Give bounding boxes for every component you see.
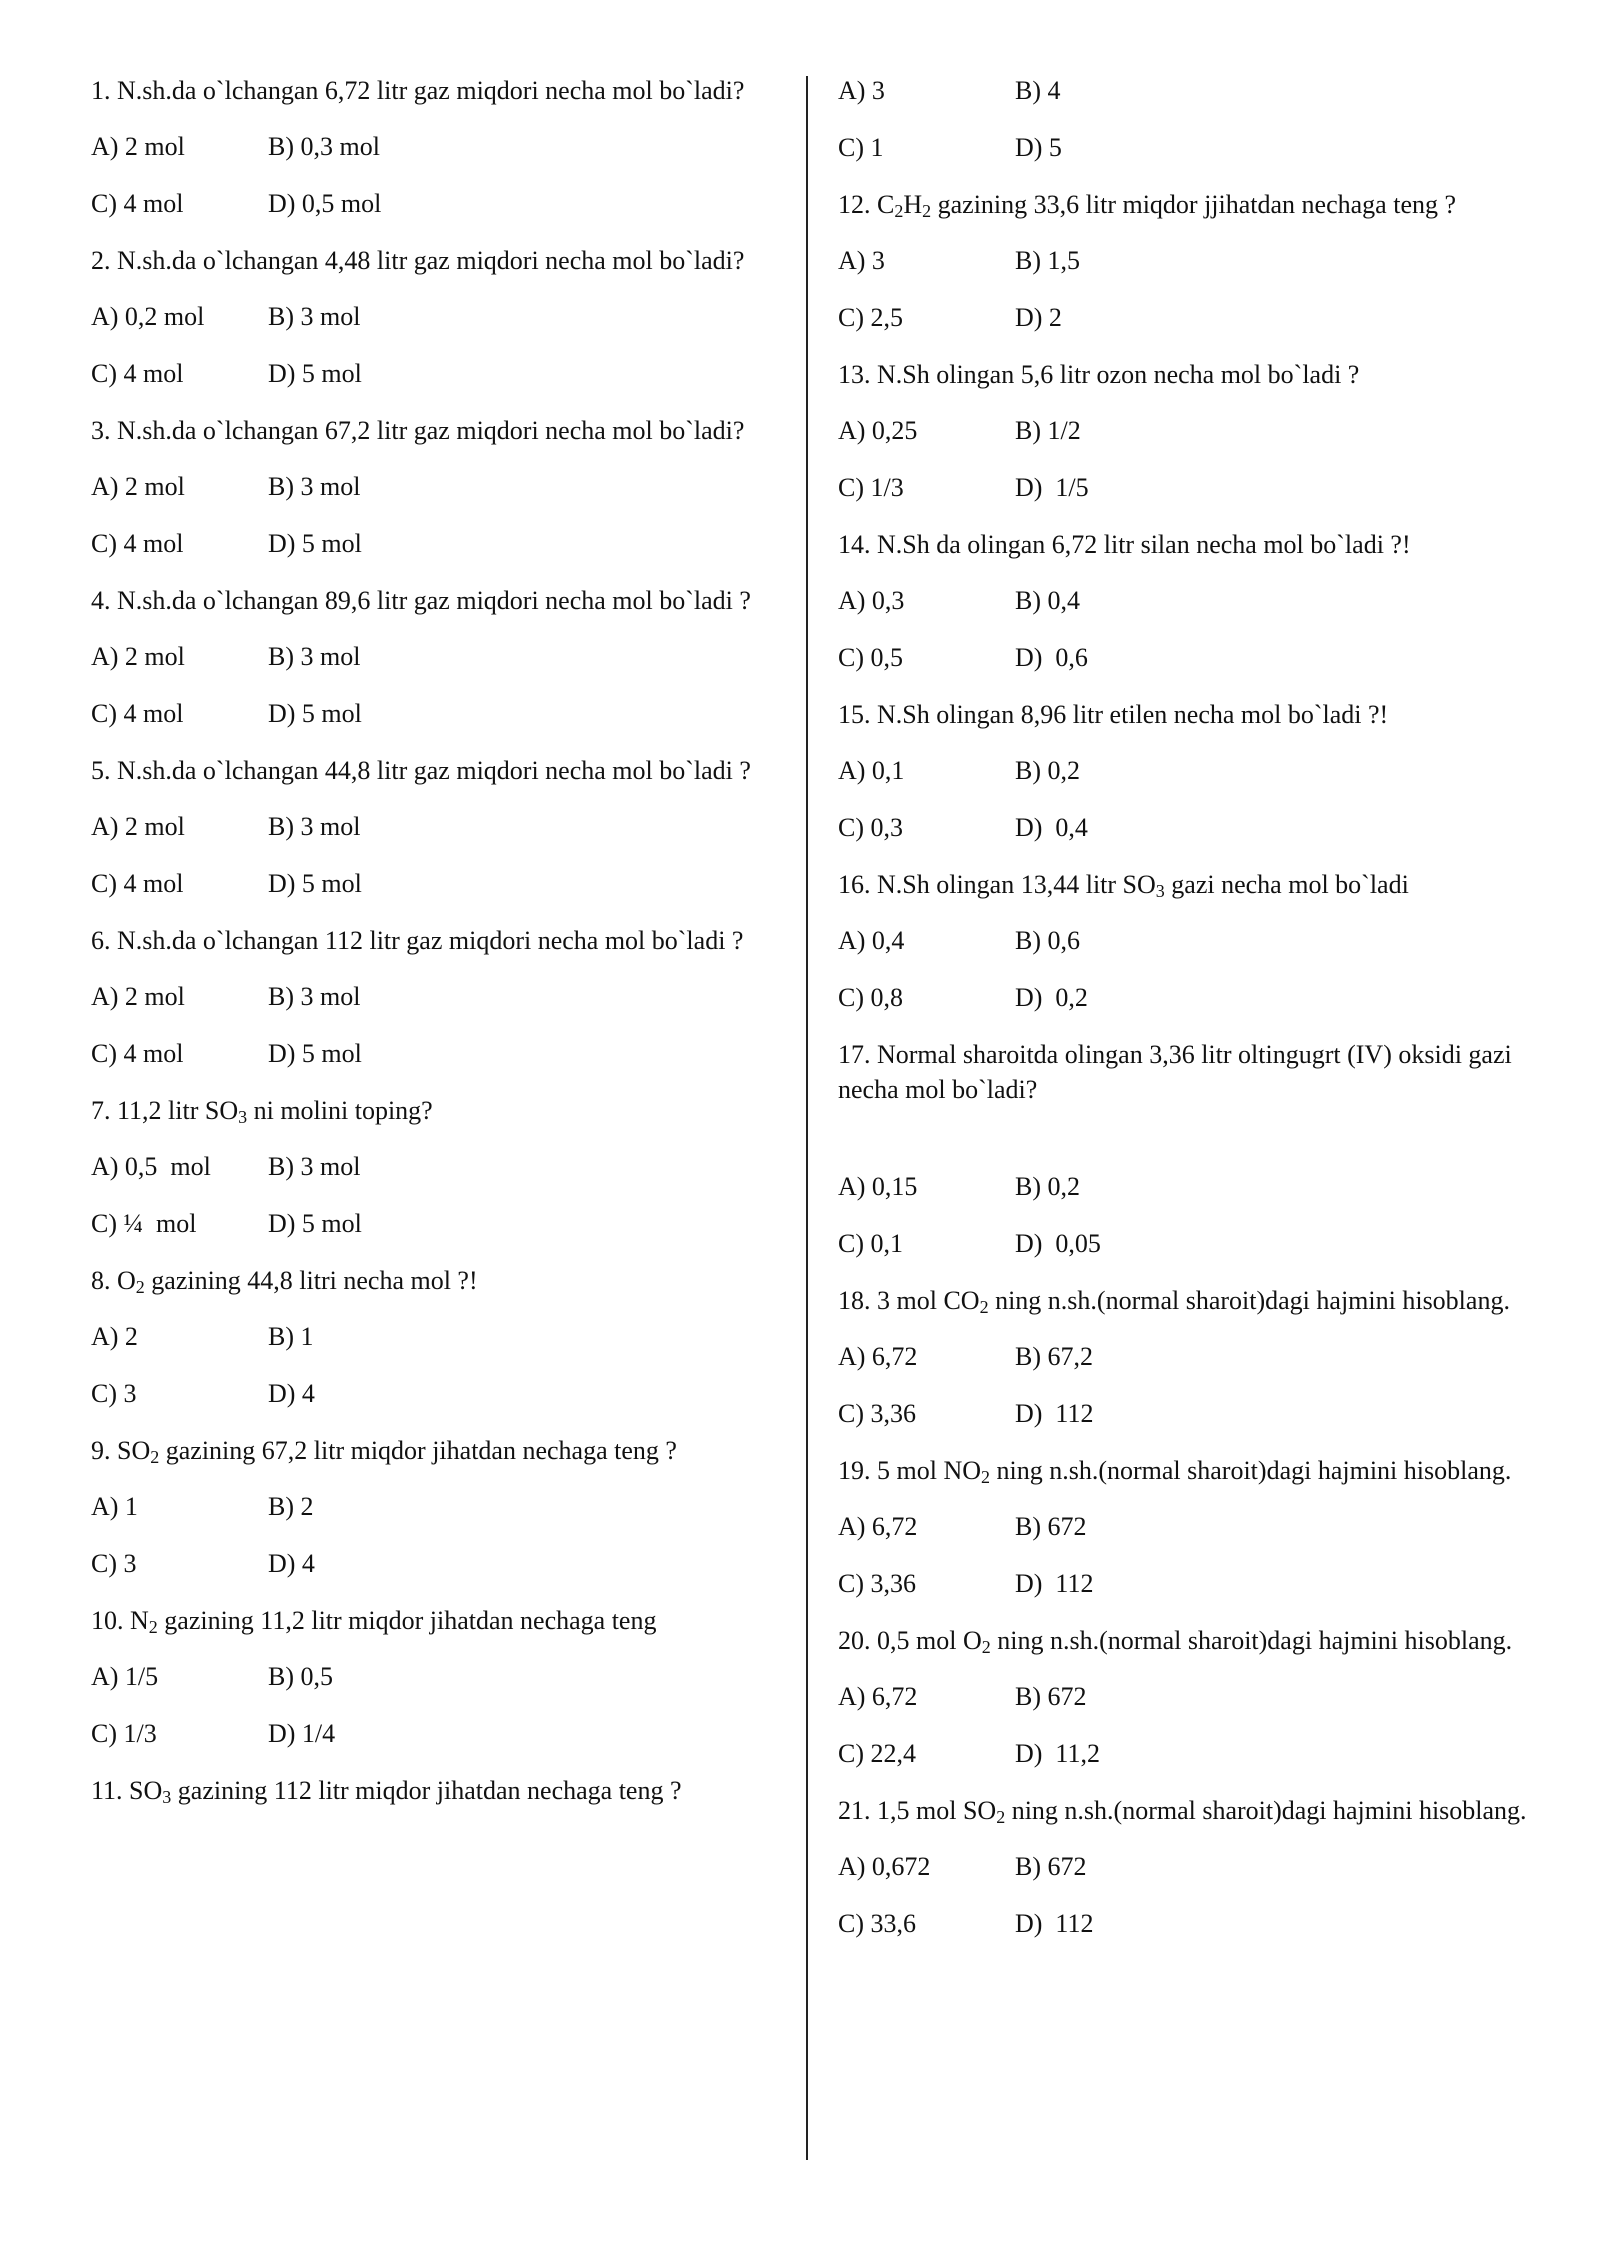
question-block <box>838 357 1538 505</box>
option-a: A) 0,1 <box>838 756 905 785</box>
option-a: A) 0,15 <box>838 1172 918 1201</box>
question-block <box>91 243 791 391</box>
option-d: D) 112 <box>1015 1909 1094 1938</box>
option-b: B) 0,6 <box>1015 926 1080 955</box>
question-block <box>91 1263 791 1411</box>
option-b: B) 3 mol <box>268 472 361 501</box>
option-b: B) 67,2 <box>1015 1342 1093 1371</box>
option-a: A) 3 <box>838 246 885 275</box>
options-row <box>91 1149 791 1184</box>
question-text: 9. $SO_2$ gazining 67,2 litr miqdor jihatdan nechaga teng ? <box>91 1436 677 1467</box>
question-text: 10. $N_2$ gazining 11,2 litr miqdor jihatdan nechaga teng <box>91 1606 657 1637</box>
option-a: A) 0,25 <box>838 416 918 445</box>
question-text: 1. N.sh.da o`lchangan 6,72 litr gaz miqdori necha mol bo`ladi? <box>91 76 745 105</box>
option-d: D) 4 <box>268 1549 315 1578</box>
option-c: C) 33,6 <box>838 1909 916 1938</box>
option-b: B) 0,5 <box>268 1662 333 1691</box>
question-text: 21. 1,5 mol $SO_2$ ning n.sh.(normal sharoit)dagi hajmini hisoblang. <box>838 1796 1527 1827</box>
options-row <box>838 1396 1538 1431</box>
question-block <box>838 1283 1538 1431</box>
options-row <box>91 809 791 844</box>
option-c: C) 4 mol <box>91 869 184 898</box>
options-row <box>91 866 791 901</box>
question-block <box>91 753 791 901</box>
options-row <box>838 1226 1538 1261</box>
option-a: A) 0,3 <box>838 586 905 615</box>
option-c: C) 3 <box>91 1549 137 1578</box>
options-row <box>838 980 1538 1015</box>
option-c: C) 4 mol <box>91 1039 184 1068</box>
options-row <box>838 1679 1538 1714</box>
option-b: B) 672 <box>1015 1852 1087 1881</box>
options-row <box>91 129 791 164</box>
question-text: 5. N.sh.da o`lchangan 44,8 litr gaz miqdori necha mol bo`ladi ? <box>91 756 751 785</box>
question-text: 6. N.sh.da o`lchangan 112 litr gaz miqdori necha mol bo`ladi ? <box>91 926 744 955</box>
options-row <box>838 640 1538 675</box>
option-c: C) 1/3 <box>91 1719 157 1748</box>
option-a: A) 0,2 mol <box>91 302 205 331</box>
option-b: B) 3 mol <box>268 982 361 1011</box>
question-text: 12. $C_2H_2$ gazining 33,6 litr miqdor jjihatdan nechaga teng ? <box>838 190 1457 221</box>
option-a: A) 6,72 <box>838 1512 918 1541</box>
option-c: C) 22,4 <box>838 1739 916 1768</box>
options-row <box>91 1206 791 1241</box>
option-c: C) 4 mol <box>91 359 184 388</box>
option-b: B) 4 <box>1015 76 1061 105</box>
options-row <box>838 1736 1538 1771</box>
question-text: 3. N.sh.da o`lchangan 67,2 litr gaz miqdori necha mol bo`ladi? <box>91 416 745 445</box>
option-a: A) 6,72 <box>838 1342 918 1371</box>
question-text: 18. 3 mol $CO_2$ ning n.sh.(normal sharoit)dagi hajmini hisoblang. <box>838 1286 1510 1317</box>
options-row <box>91 1376 791 1411</box>
option-b: B) 3 mol <box>268 1152 361 1181</box>
option-d: D) 0,6 <box>1015 643 1088 672</box>
option-d: D) 5 mol <box>268 529 362 558</box>
option-c: C) 1/3 <box>838 473 904 502</box>
options-row <box>91 979 791 1014</box>
question-block <box>838 697 1538 845</box>
option-a: A) 0,5 mol <box>91 1152 211 1181</box>
option-c: C) 0,1 <box>838 1229 903 1258</box>
options-row <box>91 639 791 674</box>
options-row <box>91 356 791 391</box>
option-d: D) 1/4 <box>268 1719 336 1748</box>
option-b: B) 1,5 <box>1015 246 1080 275</box>
question-block <box>838 73 1538 165</box>
option-b: B) 0,4 <box>1015 586 1080 615</box>
question-block <box>91 413 791 561</box>
option-c: C) 4 mol <box>91 529 184 558</box>
option-d: D) 5 <box>1015 133 1062 162</box>
option-b: B) 1/2 <box>1015 416 1081 445</box>
options-row <box>838 810 1538 845</box>
options-row <box>838 1849 1538 1884</box>
question-text: 16. N.Sh olingan 13,44 litr $SO_3$ gazi necha mol bo`ladi <box>838 870 1409 901</box>
question-text: 11. $SO_3$ gazining 112 litr miqdor jihatdan nechaga teng ? <box>91 1776 682 1807</box>
options-row <box>838 923 1538 958</box>
options-row <box>838 413 1538 448</box>
option-c: C) 0,8 <box>838 983 903 1012</box>
options-row <box>91 696 791 731</box>
options-row <box>91 1716 791 1751</box>
question-block <box>91 1093 791 1241</box>
question-block <box>838 1453 1538 1601</box>
option-c: C) 3 <box>91 1379 137 1408</box>
options-row <box>838 470 1538 505</box>
options-row <box>838 583 1538 618</box>
option-c: C) 0,5 <box>838 643 903 672</box>
option-b: B) 3 mol <box>268 642 361 671</box>
option-d: D) 5 mol <box>268 359 362 388</box>
option-b: B) 0,2 <box>1015 1172 1080 1201</box>
question-text: 19. 5 mol $NO_2$ ning n.sh.(normal sharoit)dagi hajmini hisoblang. <box>838 1456 1512 1487</box>
option-d: D) 2 <box>1015 303 1062 332</box>
question-block <box>838 187 1538 335</box>
options-row <box>838 243 1538 278</box>
question-text: 7. 11,2 litr $SO_3$ ni molini toping? <box>91 1096 433 1127</box>
option-a: A) 2 mol <box>91 812 185 841</box>
question-text: 4. N.sh.da o`lchangan 89,6 litr gaz miqdori necha mol bo`ladi ? <box>91 586 751 615</box>
option-a: A) 6,72 <box>838 1682 918 1711</box>
question-text: 15. N.Sh olingan 8,96 litr etilen necha mol bo`ladi ?! <box>838 700 1389 729</box>
option-b: B) 3 mol <box>268 302 361 331</box>
option-d: D) 1/5 <box>1015 473 1089 502</box>
right-column <box>838 73 1538 1963</box>
left-column <box>91 73 791 1808</box>
option-d: D) 11,2 <box>1015 1739 1100 1768</box>
option-c: C) 0,3 <box>838 813 903 842</box>
options-row <box>838 130 1538 165</box>
option-d: D) 4 <box>268 1379 315 1408</box>
question-block <box>91 1433 791 1581</box>
option-a: A) 1 <box>91 1492 138 1521</box>
question-block <box>91 1773 791 1808</box>
options-row <box>91 186 791 221</box>
options-row <box>838 1169 1538 1204</box>
question-block <box>838 1793 1538 1941</box>
question-block <box>838 527 1538 675</box>
options-row <box>838 1566 1538 1601</box>
option-d: D) 5 mol <box>268 1209 362 1238</box>
option-b: B) 2 <box>268 1492 314 1521</box>
option-b: B) 672 <box>1015 1682 1087 1711</box>
options-row <box>838 1339 1538 1374</box>
option-a: A) 1/5 <box>91 1662 159 1691</box>
option-c: C) 2,5 <box>838 303 903 332</box>
option-a: A) 2 mol <box>91 982 185 1011</box>
option-d: D) 112 <box>1015 1399 1094 1428</box>
option-b: B) 672 <box>1015 1512 1087 1541</box>
option-d: D) 5 mol <box>268 869 362 898</box>
option-a: A) 2 mol <box>91 472 185 501</box>
options-row <box>838 1906 1538 1941</box>
column-divider <box>806 76 808 2160</box>
options-row <box>91 1546 791 1581</box>
option-c: C) 4 mol <box>91 699 184 728</box>
question-block <box>91 583 791 731</box>
option-b: B) 0,3 mol <box>268 132 380 161</box>
options-row <box>91 526 791 561</box>
option-b: B) 0,2 <box>1015 756 1080 785</box>
options-row <box>838 1509 1538 1544</box>
option-a: A) 0,4 <box>838 926 905 955</box>
option-d: D) 112 <box>1015 1569 1094 1598</box>
options-row <box>838 300 1538 335</box>
question-text: 13. N.Sh olingan 5,6 litr ozon necha mol bo`ladi ? <box>838 360 1360 389</box>
question-block <box>91 923 791 1071</box>
options-row <box>91 1659 791 1694</box>
option-a: A) 3 <box>838 76 885 105</box>
question-block <box>91 1603 791 1751</box>
option-a: A) 2 mol <box>91 132 185 161</box>
options-row <box>91 1319 791 1354</box>
option-a: A) 2 mol <box>91 642 185 671</box>
question-block <box>838 1037 1538 1261</box>
option-a: A) 2 <box>91 1322 138 1351</box>
option-c: C) ¼ mol <box>91 1209 197 1238</box>
option-d: D) 0,2 <box>1015 983 1088 1012</box>
option-d: D) 5 mol <box>268 699 362 728</box>
options-row <box>838 753 1538 788</box>
option-c: C) 4 mol <box>91 189 184 218</box>
option-c: C) 3,36 <box>838 1399 916 1428</box>
spacer <box>838 1107 1538 1169</box>
options-row <box>91 469 791 504</box>
question-text: 14. N.Sh da olingan 6,72 litr silan necha mol bo`ladi ?! <box>838 530 1411 559</box>
option-b: B) 3 mol <box>268 812 361 841</box>
question-text: 8. $O_2$ gazining 44,8 litri necha mol ?! <box>91 1266 478 1297</box>
options-row <box>838 73 1538 108</box>
option-a: A) 0,672 <box>838 1852 931 1881</box>
option-d: D) 0,5 mol <box>268 189 382 218</box>
question-block <box>838 1623 1538 1771</box>
option-c: C) 3,36 <box>838 1569 916 1598</box>
option-c: C) 1 <box>838 133 884 162</box>
question-text: 20. 0,5 mol $O_2$ ning n.sh.(normal sharoit)dagi hajmini hisoblang. <box>838 1626 1513 1657</box>
question-block <box>91 73 791 221</box>
option-d: D) 0,05 <box>1015 1229 1101 1258</box>
options-row <box>91 1036 791 1071</box>
question-block <box>838 867 1538 1015</box>
options-row <box>91 1489 791 1524</box>
option-d: D) 5 mol <box>268 1039 362 1068</box>
question-text: 17. Normal sharoitda olingan 3,36 litr oltingugrt (IV) oksidi gazi necha mol bo`ladi? <box>838 1040 1512 1104</box>
question-text: 2. N.sh.da o`lchangan 4,48 litr gaz miqdori necha mol bo`ladi? <box>91 246 745 275</box>
options-row <box>91 299 791 334</box>
option-b: B) 1 <box>268 1322 314 1351</box>
option-d: D) 0,4 <box>1015 813 1088 842</box>
